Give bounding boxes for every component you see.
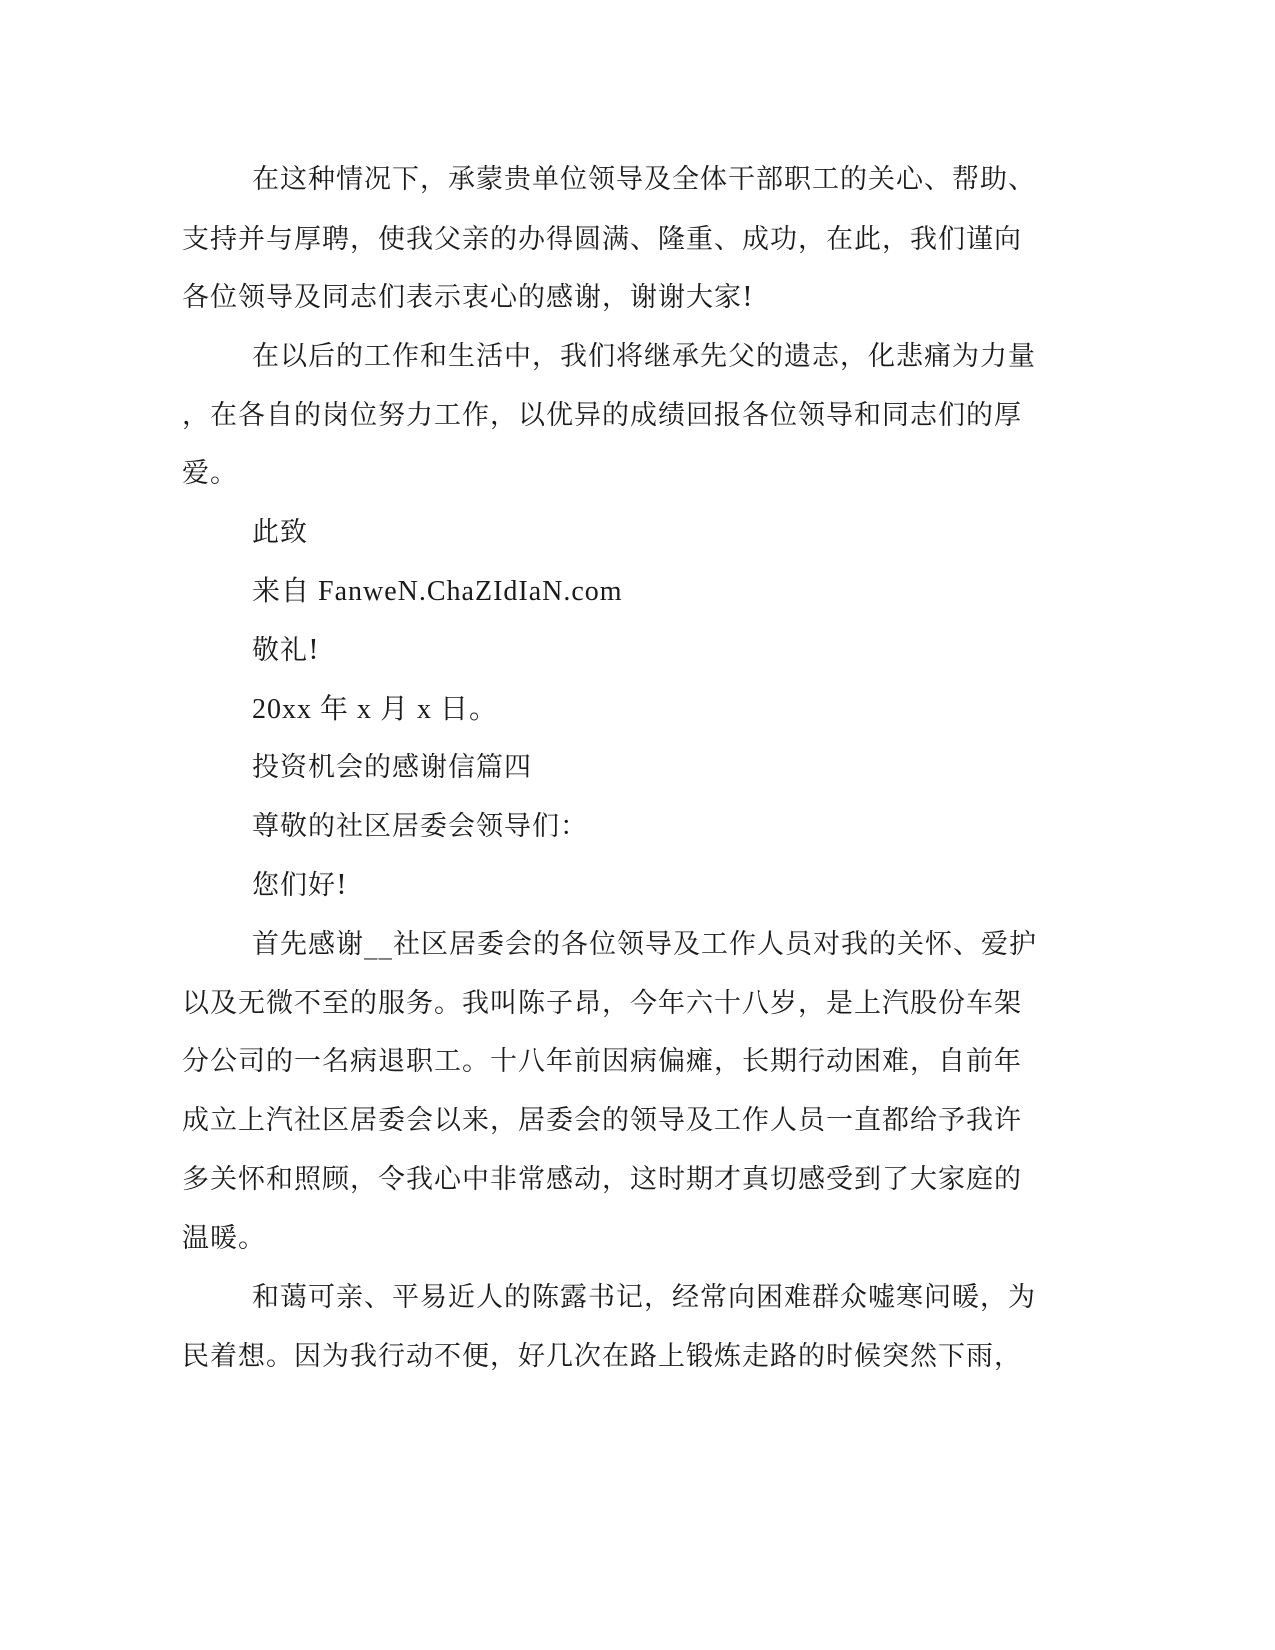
closing-regards: 敬礼! xyxy=(252,635,320,666)
text-line: 分公司的一名病退职工。十八年前因病偏瘫，长期行动困难，自前年 xyxy=(182,1046,1022,1077)
text-line: 支持并与厚聘，使我父亲的办得圆满、隆重、成功，在此，我们谨向 xyxy=(182,224,1022,255)
text-line: 成立上汽社区居委会以来，居委会的领导及工作人员一直都给予我许 xyxy=(182,1105,1022,1136)
section-title: 投资机会的感谢信篇四 xyxy=(252,752,532,783)
text-line: 爱。 xyxy=(182,458,238,489)
text-line: 首先感谢__社区居委会的各位领导及工作人员对我的关怀、爱护 xyxy=(252,929,1037,960)
text-line: 在以后的工作和生活中，我们将继承先父的遗志，化悲痛为力量 xyxy=(252,341,1036,372)
text-line: ，在各自的岗位努力工作，以优异的成绩回报各位领导和同志们的厚 xyxy=(182,400,1022,431)
text-line: 和蔼可亲、平易近人的陈露书记，经常向困难群众嘘寒问暖，为 xyxy=(252,1282,1036,1313)
letter-hello: 您们好! xyxy=(252,870,348,901)
letter-greeting: 尊敬的社区居委会领导们： xyxy=(252,811,588,842)
text-line: 多关怀和照顾，令我心中非常感动，这时期才真切感受到了大家庭的 xyxy=(182,1164,1022,1195)
text-line: 民着想。因为我行动不便，好几次在路上锻炼走路的时候突然下雨， xyxy=(182,1341,1022,1372)
closing-salutation: 此致 xyxy=(252,517,308,548)
text-line: 温暖。 xyxy=(182,1223,266,1254)
text-line: 在这种情况下，承蒙贵单位领导及全体干部职工的关心、帮助、 xyxy=(252,164,1036,195)
text-line: 各位领导及同志们表示衷心的感谢，谢谢大家! xyxy=(182,282,754,313)
source-line: 来自 FanweN.ChaZIdIaN.com xyxy=(252,576,623,607)
text-line: 以及无微不至的服务。我叫陈子昂，今年六十八岁，是上汽股份车架 xyxy=(182,988,1022,1019)
date-line: 20xx 年 x 月 x 日。 xyxy=(252,694,499,725)
